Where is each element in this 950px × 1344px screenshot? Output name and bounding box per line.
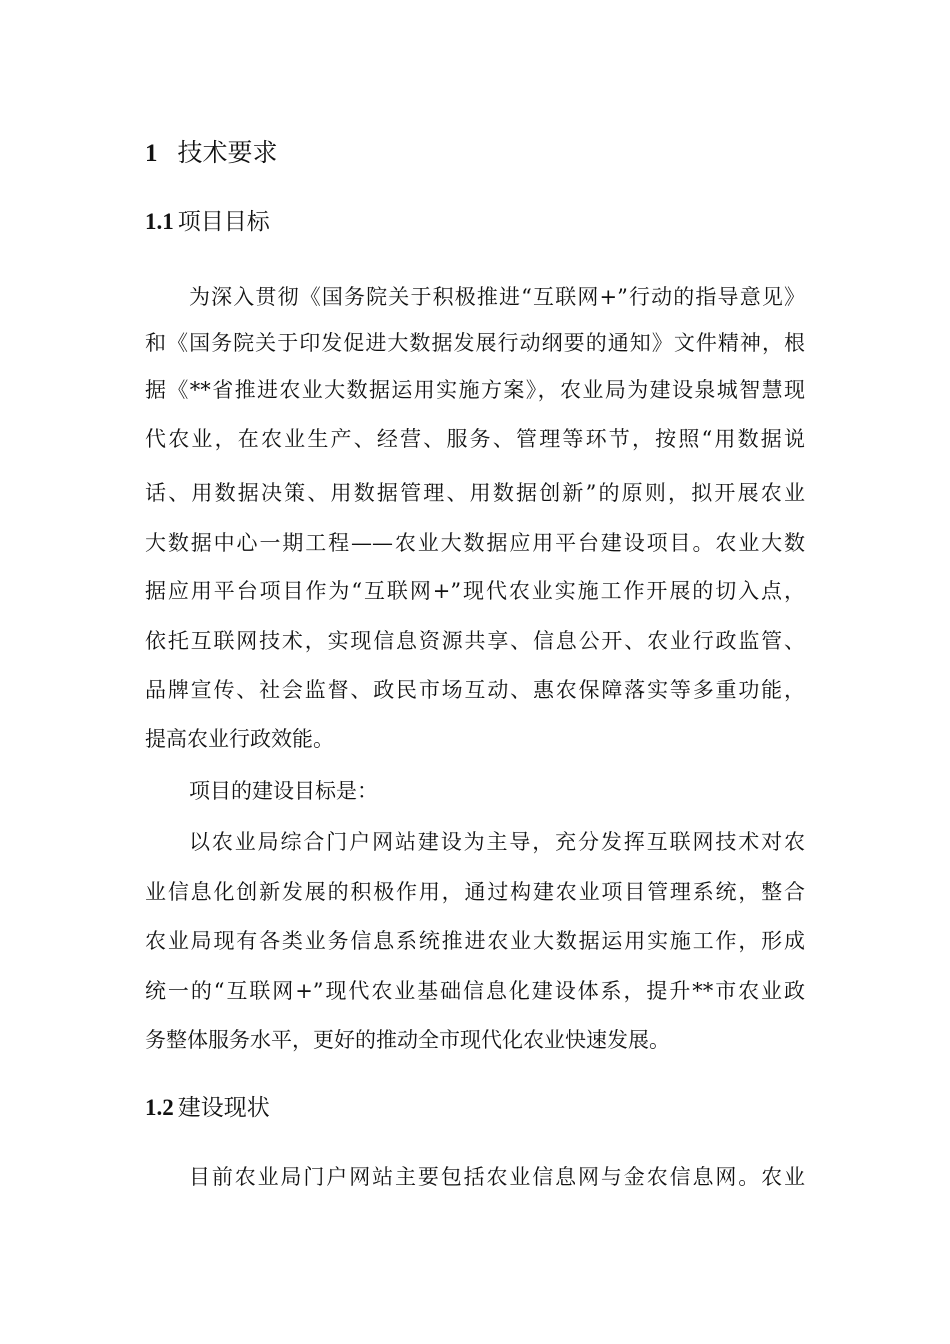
section-heading — [145, 136, 278, 171]
paragraph-line: 据应用平台项目作为“互联网+”现代农业实施工作开展的切入点， — [145, 579, 805, 603]
subsection-number: 1.1 — [145, 209, 174, 234]
paragraph-line: 为深入贯彻《国务院关于积极推进“互联网+”行动的指导意见》 — [189, 285, 805, 309]
paragraph-line: 依托互联网技术，实现信息资源共享、信息公开、农业行政监管、 — [145, 629, 805, 653]
subsection-number: 1.2 — [145, 1095, 174, 1120]
paragraph-line: 话、用数据决策、用数据管理、用数据创新”的原则，拟开展农业 — [145, 481, 805, 505]
subsection-title: 项目目标 — [177, 209, 270, 235]
paragraph-line: 业信息化创新发展的积极作用，通过构建农业项目管理系统，整合 — [145, 880, 805, 904]
section-number: 1 — [145, 140, 158, 167]
section-title: 技术要求 — [177, 138, 278, 167]
paragraph-line: 大数据中心一期工程——农业大数据应用平台建设项目。农业大数 — [145, 531, 805, 555]
subsection-heading-1-2 — [145, 1092, 270, 1124]
paragraph-line: 统一的“互联网+”现代农业基础信息化建设体系，提升**市农业政 — [145, 979, 805, 1003]
paragraph-line: 农业局现有各类业务信息系统推进农业大数据运用实施工作，形成 — [145, 929, 805, 953]
paragraph-line: 以农业局综合门户网站建设为主导，充分发挥互联网技术对农 — [189, 830, 805, 854]
paragraph-line: 据《**省推进农业大数据运用实施方案》，农业局为建设泉城智慧现 — [145, 378, 805, 402]
paragraph-line: 目前农业局门户网站主要包括农业信息网与金农信息网。农业 — [189, 1165, 805, 1189]
paragraph-line: 代农业，在农业生产、经营、服务、管理等环节，按照“用数据说 — [145, 427, 805, 451]
subsection-title: 建设现状 — [177, 1095, 270, 1121]
paragraph-line: 提高农业行政效能。 — [145, 727, 334, 751]
paragraph-line: 务整体服务水平，更好的推动全市现代化农业快速发展。 — [145, 1028, 670, 1052]
paragraph-line: 品牌宣传、社会监督、政民市场互动、惠农保障落实等多重功能， — [145, 678, 805, 702]
subsection-heading-1-1 — [145, 206, 270, 238]
paragraph-line: 项目的建设目标是： — [189, 779, 378, 803]
paragraph-line: 和《国务院关于印发促进大数据发展行动纲要的通知》文件精神，根 — [145, 331, 805, 355]
